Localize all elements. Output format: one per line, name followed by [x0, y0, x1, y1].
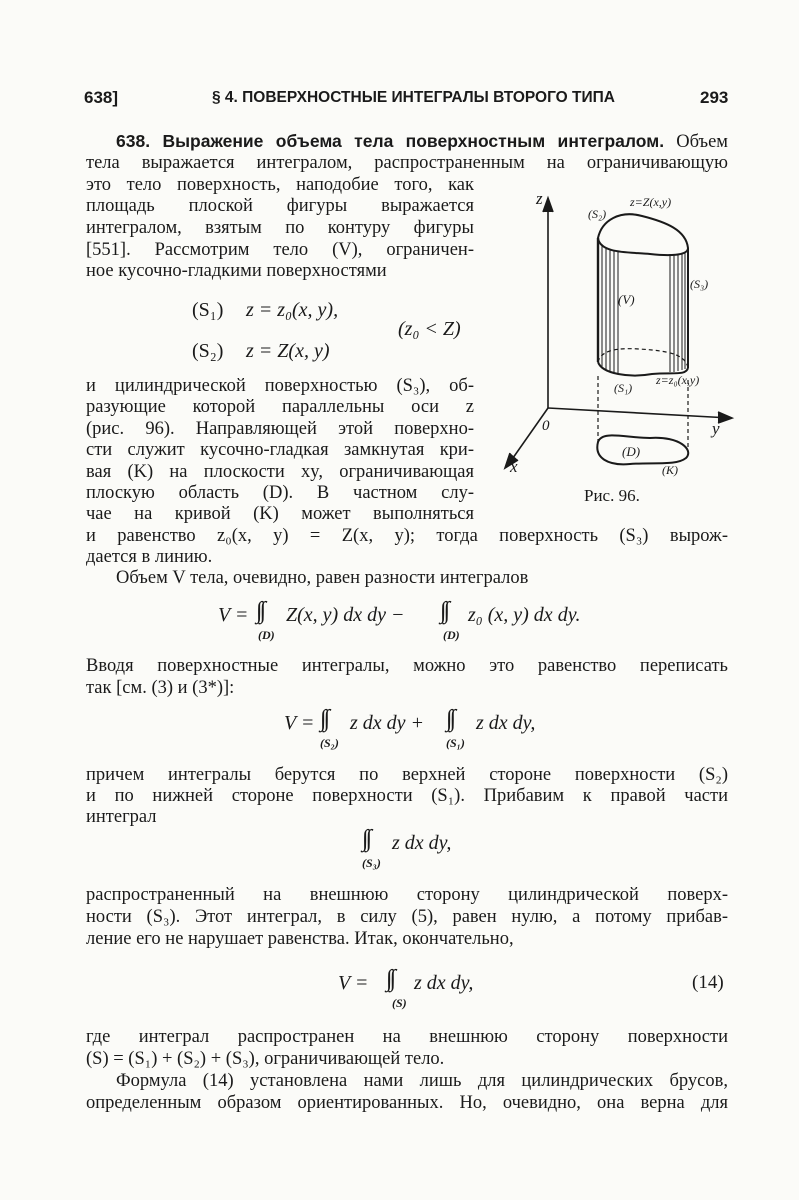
para2-line-8: и равенство z₀(x, y) = Z(x, y); тогда поверхность (S₃) вырож-	[86, 526, 728, 546]
para1-line-1: тела выражается интегралом, распространенным на ограничивающую	[86, 153, 728, 173]
eq1-sub2: (D)	[443, 628, 460, 642]
cylinder-shading	[602, 244, 685, 374]
para1-line-4: интегралом, взятым по контуру фигуры	[86, 218, 474, 238]
eq1-term2: z₀ (x, y) dx dy.	[468, 604, 581, 626]
surface-s2-label: (S₂)	[192, 340, 224, 362]
eq2-lhs: V =	[284, 712, 315, 734]
para4-line-2: и по нижней стороне поверхности (S₁). Прибавим к правой части	[86, 786, 728, 806]
surface-s2-equation: z = Z(x, y)	[246, 340, 330, 362]
running-title: § 4. ПОВЕРХНОСТНЫЕ ИНТЕГРАЛЫ ВТОРОГО ТИПА	[212, 89, 615, 106]
label-bottom-surface: z=z₀(x,y)	[656, 373, 700, 387]
eq4-lhs: V =	[338, 972, 369, 994]
para1-line-3: площадь плоской фигуры выражается	[86, 196, 474, 216]
label-k: (K)	[662, 463, 678, 477]
eq1-int1: ∫∫	[256, 598, 264, 624]
label-d: (D)	[622, 444, 641, 459]
y-axis	[548, 408, 730, 418]
para4-line-3: интеграл	[86, 807, 157, 827]
para2-line-2: разующие которой параллельны оси z	[86, 397, 474, 417]
y-axis-arrow	[718, 412, 732, 423]
para2-line-5: вая (K) на плоскости xy, ограничивающая	[86, 462, 474, 482]
eq1-int2: ∫∫	[440, 598, 448, 624]
eq2-sub2: (S₁)	[446, 736, 465, 750]
para2-line-3: (рис. 96). Направляющей этой поверхно-	[86, 419, 474, 439]
label-top-surface: z=Z(x,y)	[630, 195, 672, 209]
eq2-term1: z dx dy +	[350, 712, 425, 734]
section-marker: 638]	[84, 88, 119, 107]
label-axis-x: x	[510, 457, 518, 476]
label-s1: (S₁)	[614, 381, 633, 395]
para6-line-4: определенным образом ориентированных. Но, очевидно, она верна для	[86, 1093, 728, 1113]
eq4-term: z dx dy,	[414, 972, 474, 994]
eq3-term: z dx dy,	[392, 832, 452, 854]
para2-line-4: сти служит кусочно-гладкая замкнутая кри-	[86, 440, 474, 460]
z-axis-arrow	[543, 198, 553, 212]
para2-line-1: и цилиндрической поверхностью (S₃), об-	[86, 376, 474, 396]
para3-line-1: Вводя поверхностные интегралы, можно это равенство переписать	[86, 656, 728, 676]
volume-sentence: Объем V тела, очевидно, равен разности интегралов	[116, 568, 529, 588]
label-v: (V)	[618, 292, 635, 307]
para5-line-1: распространенный на внешнюю сторону цилиндрической поверх-	[86, 885, 728, 905]
eq2-sub1: (S₂)	[320, 736, 339, 750]
eq4-number: (14)	[692, 972, 724, 993]
para3-line-2: так [см. (3) и (3*)]:	[86, 678, 235, 698]
para2-line-7: чае на кривой (K) может выполняться	[86, 504, 474, 524]
figure-caption: Рис. 96.	[584, 486, 640, 505]
eq4-int: ∫∫	[386, 966, 394, 992]
cylinder-top	[598, 214, 688, 255]
eq3-sub: (S₃)	[362, 856, 381, 870]
page-number: 293	[700, 88, 729, 107]
para2-line-6: плоскую область (D). В частном слу-	[86, 483, 474, 503]
section-heading: 638. Выражение объема тела поверхностным интегралом. Объем	[116, 131, 728, 152]
figure-96	[490, 180, 740, 480]
eq2-int1: ∫∫	[320, 706, 328, 732]
para6-line-3: Формула (14) установлена нами лишь для цилиндрических брусов,	[116, 1071, 728, 1091]
label-origin: 0	[542, 418, 550, 434]
para1-line-5: [551]. Рассмотрим тело (V), ограничен-	[86, 240, 474, 260]
eq2-int2: ∫∫	[446, 706, 454, 732]
eq1-sub1: (D)	[258, 628, 275, 642]
para4-line-1: причем интегралы берутся по верхней стороне поверхности (S₂)	[86, 765, 728, 785]
eq3-int: ∫∫	[362, 826, 370, 852]
para6-line-1: где интеграл распространен на внешнюю сторону поверхности	[86, 1027, 728, 1047]
label-axis-z: z	[536, 189, 543, 208]
para2-line-9: дается в линию.	[86, 547, 213, 567]
eq1-lhs: V =	[218, 604, 249, 626]
label-s2: (S₂)	[588, 207, 607, 221]
region-d-curve	[597, 435, 688, 464]
eq2-term2: z dx dy,	[476, 712, 536, 734]
eq4-sub: (S)	[392, 996, 407, 1010]
para1-line-6: ное кусочно-гладкими поверхностями	[86, 261, 387, 281]
label-s3: (S₃)	[690, 277, 709, 291]
para5-line-3: ление его не нарушает равенства. Итак, окончательно,	[86, 929, 514, 949]
surface-condition: (z₀ < Z)	[398, 318, 461, 340]
label-axis-y: y	[712, 419, 720, 438]
para5-line-2: ности (S₃). Этот интеграл, в силу (5), равен нулю, а потому прибав-	[86, 907, 728, 927]
surface-s1-label: (S₁)	[192, 299, 224, 321]
para1-line-2: это тело поверхность, наподобие того, как	[86, 175, 474, 195]
eq1-term1: Z(x, y) dx dy −	[286, 604, 405, 626]
para6-line-2: (S) = (S₁) + (S₂) + (S₃), ограничивающей тело.	[86, 1049, 445, 1069]
surface-s1-equation: z = z₀(x, y),	[246, 299, 339, 321]
